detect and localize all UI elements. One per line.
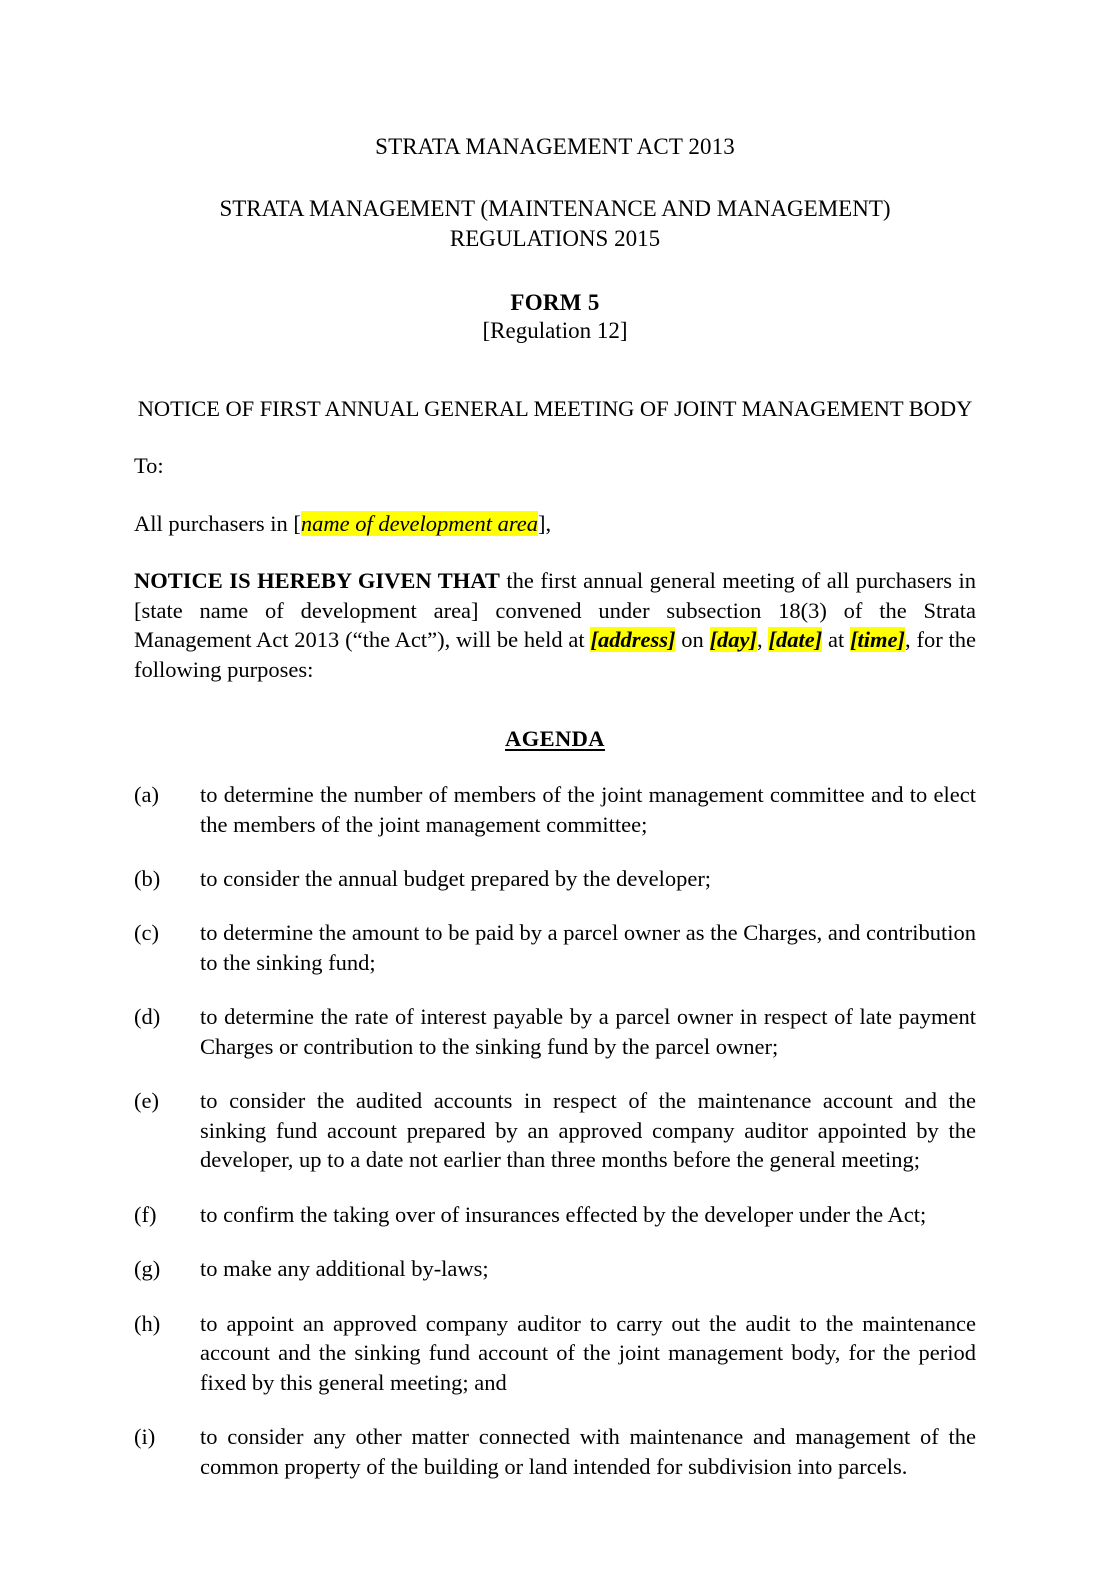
agenda-item-text: to consider the audited accounts in respect of the maintenance account and the sinking fund account prepared by an approved company auditor appointed by the developer, up to a date not earlier than three months before the general meeting;: [200, 1088, 976, 1173]
agenda-item: [134, 1200, 976, 1229]
agenda-item-text: to determine the number of members of the joint management committee and to elect the members of the joint management committee;: [200, 782, 976, 837]
agenda-item-label: (h): [134, 1310, 161, 1336]
addressee-line: [134, 509, 976, 538]
agenda-item-label: (a): [134, 782, 159, 808]
agenda-item-label: (e): [134, 1088, 159, 1114]
addressee-prefix: All purchasers in [: [134, 510, 301, 536]
agenda-item-text: to determine the amount to be paid by a parcel owner as the Charges, and contribution to the sinking fund;: [200, 920, 976, 975]
regulations-title-line-2: REGULATIONS 2015: [449, 226, 661, 252]
agenda-item: [134, 864, 976, 893]
agenda-item-text: to appoint an approved company auditor to carry out the audit to the maintenance account and the sinking fund account of the joint management body, for the period fixed by this general meeting; and: [200, 1310, 976, 1395]
agenda-item-text: to make any additional by-laws;: [200, 1256, 489, 1282]
placeholder-day: [day]: [709, 627, 758, 653]
regulation-reference: [Regulation 12]: [482, 318, 628, 344]
agenda-item-text: to consider the annual budget prepared by the developer;: [200, 865, 712, 891]
placeholder-development-area: name of development area: [300, 510, 539, 536]
placeholder-date: [date]: [768, 627, 823, 653]
document-content: [134, 0, 976, 1481]
agenda-item: [134, 1254, 976, 1283]
agenda-list: [134, 780, 976, 1481]
addressee-suffix: ],: [538, 510, 552, 536]
agenda-item: [134, 918, 976, 977]
regulations-title-line-1: STRATA MANAGEMENT (MAINTENANCE AND MANAGEMENT): [219, 196, 891, 222]
notice-text-3: ,: [757, 627, 769, 653]
notice-bold-lead: NOTICE IS HEREBY GIVEN THAT: [134, 568, 500, 594]
notice-heading: NOTICE OF FIRST ANNUAL GENERAL MEETING OF JOINT MANAGEMENT BODY: [137, 396, 973, 422]
agenda-item-label: (i): [134, 1424, 156, 1450]
regulations-title: [134, 194, 976, 254]
agenda-item: [134, 1422, 976, 1481]
agenda-item-label: (d): [134, 1004, 161, 1030]
notice-text-2: on: [675, 627, 710, 653]
notice-text-1: the first annual general meeting of all purchasers in [state name of development area] convened under subsection 18(3) of the Strata Management Act 2013 (“the Act”), will be held at: [134, 568, 976, 653]
agenda-item-label: (f): [134, 1201, 157, 1227]
notice-text-4: at: [822, 627, 851, 653]
agenda-item-label: (c): [134, 920, 159, 946]
agenda-item-label: (g): [134, 1256, 161, 1282]
placeholder-address: [address]: [590, 627, 676, 653]
agenda-item: [134, 1086, 976, 1174]
agenda-heading: AGENDA: [505, 726, 605, 752]
placeholder-time: [time]: [850, 627, 906, 653]
agenda-item-text: to consider any other matter connected with maintenance and management of the common property of the building or land intended for subdivision into parcels.: [200, 1424, 976, 1479]
agenda-item-label: (b): [134, 865, 161, 891]
to-label: To:: [134, 453, 164, 479]
notice-text-5: , for the following purposes:: [134, 627, 976, 682]
agenda-item: [134, 1309, 976, 1397]
agenda-item: [134, 780, 976, 839]
agenda-item-text: to confirm the taking over of insurances effected by the developer under the Act;: [200, 1201, 927, 1227]
notice-body-paragraph: [134, 566, 976, 684]
agenda-item-text: to determine the rate of interest payable by a parcel owner in respect of late payment Charges or contribution to the sinking fund by the parcel owner;: [200, 1004, 976, 1059]
form-number: FORM 5: [510, 290, 600, 316]
agenda-item: [134, 1002, 976, 1061]
act-title: STRATA MANAGEMENT ACT 2013: [375, 134, 735, 159]
